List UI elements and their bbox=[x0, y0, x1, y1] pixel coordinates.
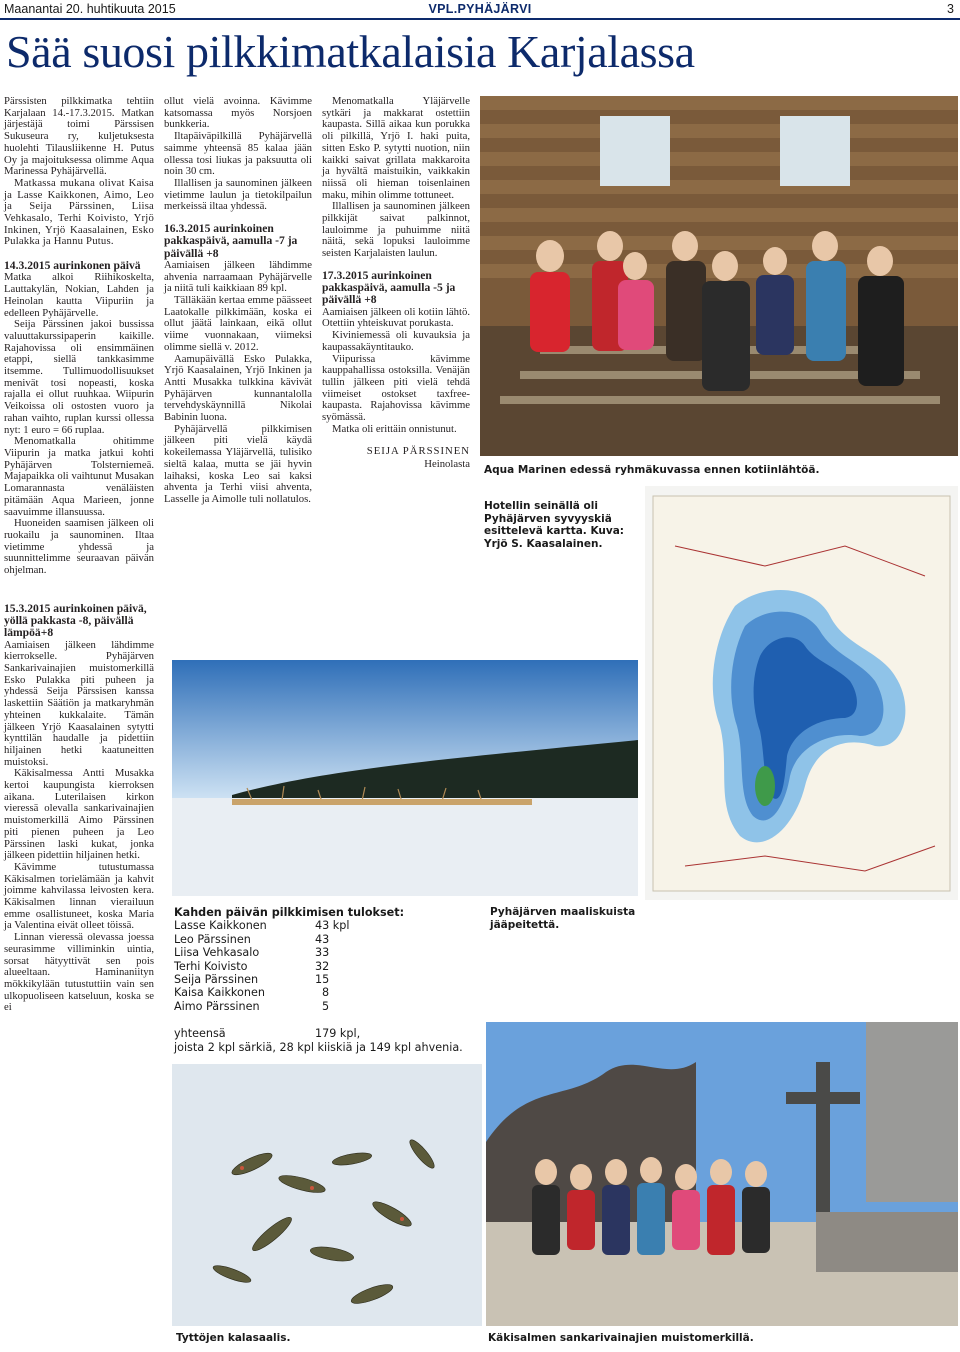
result-value: 33 bbox=[315, 946, 330, 960]
results-total bbox=[174, 1027, 360, 1040]
memorial-photo-image bbox=[486, 1022, 958, 1326]
author-place: Heinolasta bbox=[424, 457, 470, 470]
body-paragraph: Pyhäjärvellä pilkkimisen jälkeen piti vielä käydä kokeilemassa Yläjärvellä, tulisiko sieltä kalaa, mutta se jäi hyvin laihaksi, koska Leo sai kaksi ahventa ja Terhi viisi ahventa, Lasselle ja Aimolle tuli nollatulos. bbox=[164, 422, 312, 505]
body-paragraph: Linnan vieressä olevassa joessa seurasimme villiminkin uintia, sorsat hätyyttivät sen pois alueeltaan. Haminaniityn mökkikylään tutustuttiin vain sen ulkopuoliseen katseluun, koska se ei bbox=[4, 931, 154, 1014]
body-paragraph: Aamiaisen jälkeen oli kotiin lähtö. Otettiin yhteiskuvat porukasta. bbox=[322, 305, 470, 330]
body-paragraph: Menomatkalla Yläjärvelle sytkäri ja makkarat ostettiin kaupasta. Sillä aikaa kun porukka oli pilkillä, Yrjö I. haki puita, sitten Esko P. sytytti nuotion, niin kaikki saivat grillata makkaroita ja hyvältä maistuikin, vaikkakin niissä oli hieman toisenlainen maku, mihin olimme tottuneet. bbox=[322, 95, 470, 201]
body-paragraph: Viipurissa kävimme kauppahallissa ostoksilla. Venäjän tullin jälkeen piti vielä tehdä viimeiset ostokset taxfree-kaupasta. Rajahovissa kävimme syömässä. bbox=[322, 352, 470, 424]
article-column-3 bbox=[322, 96, 470, 470]
body-paragraph: Kävimme tutustumassa Käkisalmen torielämään ja kahvit joimme kahvilassa leivosten kera. Käkisalmen linnan vierailuun emme osallistuneet, koska Maria ja Valentina eivät olleet töissä. bbox=[4, 860, 154, 932]
body-paragraph: Aamupäivällä Esko Pulakka, Yrjö Kaasalainen, Yrjö Inkinen ja Antti Musakka tulkkina kävivät Pyhäjärven kunnantalolla tervehdyskäynnillä Nikolai Babinin luona. bbox=[164, 352, 312, 424]
results-title: Kahden päivän pilkkimisen tulokset: bbox=[174, 906, 405, 919]
body-paragraph: Illallisen ja saunominen jälkeen vietimme laulun ja tietokilpailun merkeissä iltaa yhdessä. bbox=[164, 176, 312, 213]
body-paragraph: Illallisen ja saunominen jälkeen pilkkijät saivat palkinnot, lauloimme ja puhuimme niitä näitä, sekä lopuksi lauloimme seisten Karjalaisten laulun. bbox=[322, 200, 470, 260]
results-note: joista 2 kpl särkiä, 28 kpl kiiskiä ja 149 kpl ahvenia. bbox=[174, 1040, 463, 1054]
body-paragraph: Kiviniemessä oli kuvauksia ja kaupassakäyntitauko. bbox=[322, 329, 470, 353]
body-paragraph: Matka oli erittäin onnistunut. bbox=[332, 422, 457, 435]
results-row bbox=[174, 946, 349, 959]
results-row bbox=[174, 973, 349, 986]
fish-photo bbox=[172, 1064, 482, 1326]
result-name: Terhi Koivisto bbox=[174, 959, 248, 973]
group-photo-image bbox=[480, 96, 958, 456]
header-rule bbox=[0, 18, 960, 20]
day3-heading: 16.3.2015 aurinkoinen pakkaspäivä, aamulla -7 ja päivällä +8 bbox=[164, 222, 298, 260]
lake-photo bbox=[172, 660, 638, 896]
lake-photo-image bbox=[172, 660, 638, 896]
fish-photo-image bbox=[172, 1064, 482, 1326]
results-row bbox=[174, 960, 349, 973]
memorial-photo-caption: Käkisalmen sankarivainajien muistomerkillä. bbox=[488, 1332, 754, 1344]
result-value: 8 bbox=[322, 986, 330, 1000]
result-value: 43 kpl bbox=[315, 919, 350, 933]
article-headline: Sää suosi pilkkimatkalaisia Karjalassa bbox=[6, 26, 695, 77]
body-paragraph: ollut vielä avoinna. Kävimme katsomassa myös Norsjoen bunkkeria. bbox=[164, 95, 312, 131]
group-photo-caption: Aqua Marinen edessä ryhmäkuvassa ennen kotiinlähtöä. bbox=[484, 464, 820, 476]
lake-photo-caption: Pyhäjärven maaliskuista jääpeitettä. bbox=[490, 906, 636, 931]
body-paragraph: Matka alkoi Riihikoskelta, Lauttakylän, Nokian, Lahden ja Heinolan kautta Viipuriin ja edelleen Pyhäjärvelle. bbox=[4, 271, 154, 319]
fish-photo-caption: Tyttöjen kalasaalis. bbox=[176, 1332, 291, 1344]
result-value: 43 bbox=[315, 932, 330, 946]
day1-heading: 14.3.2015 aurinkonen päivä bbox=[4, 259, 141, 273]
body-paragraph: Seija Pärssinen jakoi bussissa valuuttakurssipaperin kaikille. Rajahovissa oli ensimmäinen etappi, siellä tankkasimme itsemme. Tullimuodollisuukset menivät tosi nopeasti, koska rajalla ei ollut ruuhkaa. Wiipurin Veikoissa oli ostosten vuoro ja rahan vaihto, ruplan kurssi ollessa nyt: 1 euro = 66 ruplaa. bbox=[4, 318, 154, 436]
result-name: Kaisa Kaikkonen bbox=[174, 986, 265, 1000]
total-label: yhteensä bbox=[174, 1027, 226, 1041]
participants-paragraph: Matkassa mukana olivat Kaisa ja Lasse Kaikkonen, Aimo, Leo ja Seija Pärssinen, Liisa Vehkasalo, Terhi Koivisto, Yrjö Inkinen, Yrjö Kaasalainen, Esko Pulakka ja Hannu Putus. bbox=[4, 176, 154, 248]
lake-map-image bbox=[645, 486, 958, 900]
results-table bbox=[174, 919, 349, 1013]
results-row bbox=[174, 919, 349, 932]
day4-heading: 17.3.2015 aurinkoinen pakkaspäivä, aamulla -5 ja päivällä +8 bbox=[322, 268, 456, 307]
body-paragraph: Käkisalmessa Antti Musakka kertoi kaupungista kierroksen aikana. Luterilaisen kirkon vieressä olevalla sankarivainajien muistomerkillä Aimo Pärssinen piti pienen puheen ja Leo Pärssinen laski kukat, jonka jälkeen pidettiin hiljainen hetki. bbox=[4, 767, 154, 862]
result-name: Leo Pärssinen bbox=[174, 932, 251, 946]
body-paragraph: Tälläkään kertaa emme päässeet Laatokalle pilkkimään, koska ei ollut jäätä lainkaan, eikä ollut viime vuonnakaan, viimeksi olimme siellä v. 2012. bbox=[164, 294, 312, 353]
lake-map-photo bbox=[645, 486, 958, 900]
results-row bbox=[174, 1000, 349, 1013]
result-name: Aimo Pärssinen bbox=[174, 999, 260, 1013]
article-column-2 bbox=[164, 96, 312, 506]
result-value: 15 bbox=[315, 973, 330, 987]
issue-date: Maanantai 20. huhtikuuta 2015 bbox=[4, 2, 176, 16]
result-value: 32 bbox=[315, 959, 330, 973]
fishing-results bbox=[174, 906, 474, 1054]
body-paragraph: Menomatkalla ohitimme Viipurin ja matka jatkui kohti Pyhäjärven Tolsterniemeä. Majapaikka oli vaihtunut Musakan Lomarannasta venäläisten pitämään Aqua Marieen, jonne saavuimme illansuussa. bbox=[4, 435, 154, 518]
body-paragraph: Huoneiden saamisen jälkeen oli ruokailu ja saunominen. Iltaa vietimme yhdessä ja suunnittelimme seuraavan päivän ohjelman. bbox=[4, 517, 154, 577]
result-name: Liisa Vehkasalo bbox=[174, 946, 260, 960]
day2-heading: 15.3.2015 aurinkoinen päivä, yöllä pakkasta -8, päivällä lämpöä+8 bbox=[4, 601, 147, 640]
author-name: SEIJA PÄRSSINEN bbox=[366, 445, 470, 458]
memorial-photo bbox=[486, 1022, 958, 1326]
page-number: 3 bbox=[947, 2, 954, 16]
page-header bbox=[0, 0, 960, 20]
result-name: Lasse Kaikkonen bbox=[174, 919, 267, 933]
group-photo bbox=[480, 96, 958, 456]
author-signature bbox=[322, 445, 470, 470]
body-paragraph: Aamiaisen jälkeen lähdimme kierrokselle. Pyhäjärven Sankarivainajien muistomerkillä Esko Pulakka piti puheen ja yhdessä Seija Pärssisen kanssa laskettiin Säätiön ja matkaryhmän yhteinen kukkalaite. Tämän jälkeen Yrjö Kaasalainen sytytti kynttilän haudalle ja pidettiin hiljainen hetki kaatuneitten muistoksi. bbox=[4, 638, 154, 768]
results-row bbox=[174, 986, 349, 999]
total-value: 179 kpl, bbox=[315, 1027, 361, 1041]
section-name: VPL.PYHÄJÄRVI bbox=[428, 2, 532, 16]
article-column-1 bbox=[4, 96, 154, 1014]
result-value: 5 bbox=[322, 999, 330, 1013]
body-paragraph: Iltapäiväpilkillä Pyhäjärvellä saimme yhteensä 85 kalaa jään ollessa tosi liukas ja paksuutta oli noin 30 cm. bbox=[164, 130, 312, 178]
results-row bbox=[174, 933, 349, 946]
result-name: Seija Pärssinen bbox=[174, 973, 259, 987]
body-paragraph: Aamiaisen jälkeen lähdimme ahvenia narraamaan Pyhäjärvelle ja niitä tuli kaikkiaan 89 kpl. bbox=[164, 258, 312, 295]
map-photo-caption: Hotellin seinällä oli Pyhäjärven syvyyskiä esittelevä kartta. Kuva: Yrjö S. Kaasalainen. bbox=[484, 500, 625, 550]
article-intro: Pärssisten pilkkimatka tehtiin Karjalaan 14.-17.3.2015. Matkan järjestäjä toimi Pärssisen Sukuseura ry, kuljetuksesta huolehti Tilausliikenne H. Putus Oy ja majoituksessa olimme Aqua Marinessa Pyhäjärvellä. bbox=[4, 95, 154, 178]
